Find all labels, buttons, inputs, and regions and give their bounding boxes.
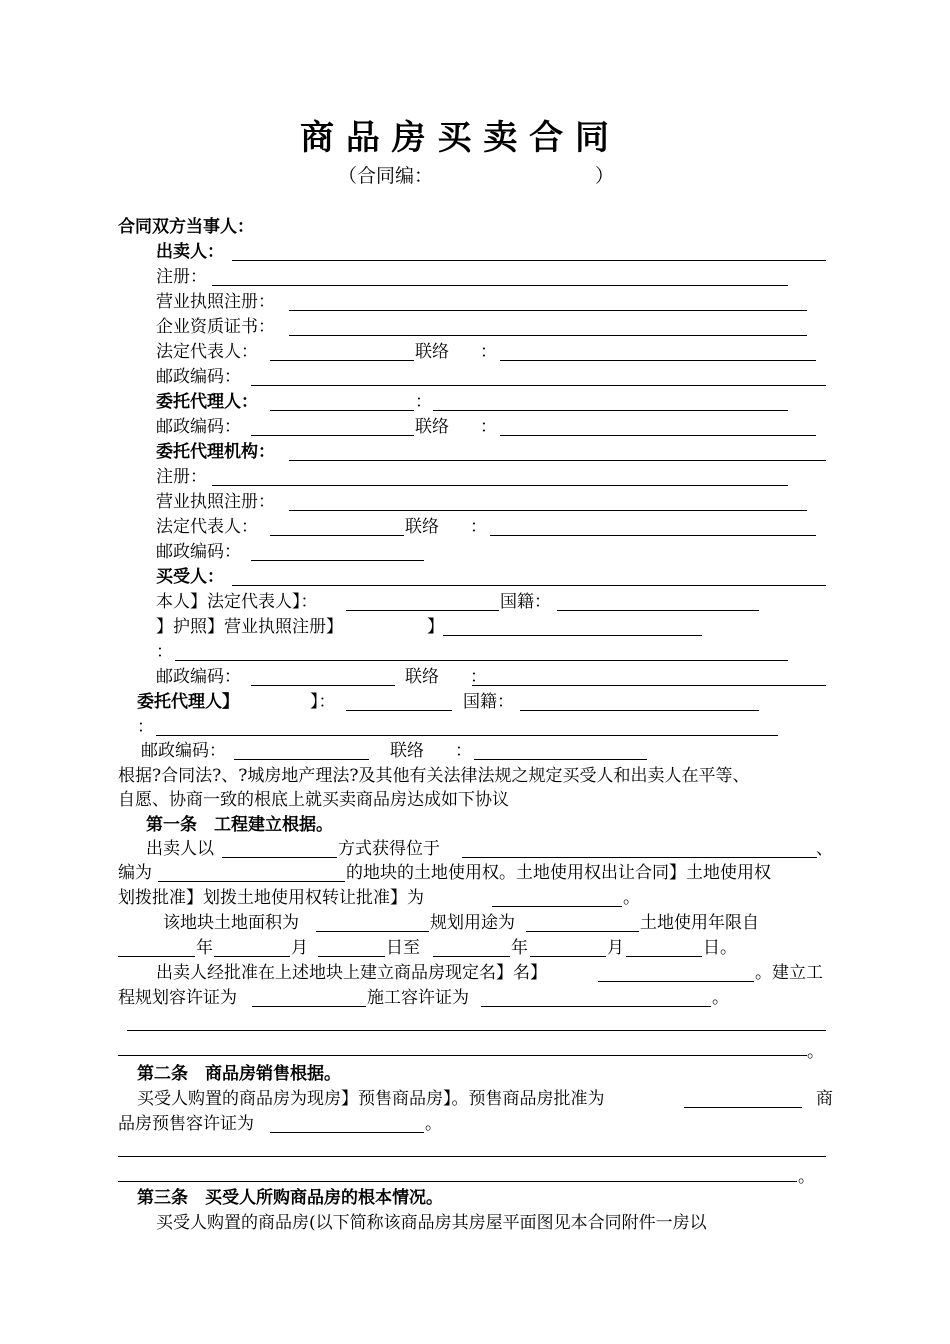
agent-postal-label: 邮政编码： xyxy=(156,417,241,437)
article2-p2b: 。 xyxy=(425,1114,442,1134)
article2-end: 。 xyxy=(798,1167,815,1187)
buyer-agent-contact-field[interactable] xyxy=(474,759,647,760)
buyer-agent-nationality-field[interactable] xyxy=(520,710,759,711)
article1-p1c: 、 xyxy=(816,839,833,859)
agent-colon: ： xyxy=(415,392,432,412)
acquire-method-field[interactable] xyxy=(222,857,337,858)
contract-number-close: ） xyxy=(595,165,615,187)
agency-legal-rep-label: 法定代表人： xyxy=(156,517,258,537)
agent-label: 委托代理人： xyxy=(156,392,258,412)
presale-permit-field[interactable] xyxy=(270,1132,424,1133)
buyer-agent-contact-label: 联络 xyxy=(390,741,424,761)
article1-end: 。 xyxy=(807,1042,824,1062)
agency-postal-field[interactable] xyxy=(251,560,424,561)
agency-contact-field[interactable] xyxy=(490,535,816,536)
article1-p6a: 出卖人经批准在上述地块上建立商品房现定名】名】 xyxy=(156,963,547,983)
article1-p2b: 的地块的土地使用权。土地使用权出让合同】土地使用权 xyxy=(346,863,771,883)
buyer-self-rep-field[interactable] xyxy=(346,610,499,611)
article1-p6b: 。建立工 xyxy=(755,963,823,983)
agent-contact-colon: ： xyxy=(480,417,497,437)
agent-contact-label: 联络 xyxy=(415,417,449,437)
article2-p2a: 品房预售容许证为 xyxy=(118,1114,254,1134)
agent-contact-field[interactable] xyxy=(500,435,816,436)
article1-p7b: 施工容许证为 xyxy=(367,988,469,1008)
buyer-passport-label: 】护照】营业执照注册】 xyxy=(156,617,343,637)
seller-contact-field[interactable] xyxy=(500,360,816,361)
end-month-field[interactable] xyxy=(530,956,606,957)
seller-name-field[interactable] xyxy=(232,260,826,261)
buyer-nationality-label: 国籍： xyxy=(500,592,551,612)
article2-p1a: 买受人购置的商品房为现房】预售商品房】。预售商品房批准为 xyxy=(137,1089,605,1109)
article1-heading: 第一条 工程建立根据。 xyxy=(146,815,333,835)
agency-label: 委托代理机构： xyxy=(156,442,275,462)
year1-label: 年 xyxy=(196,938,213,958)
seller-legal-rep-label: 法定代表人： xyxy=(156,342,258,362)
article2-p1b: 商 xyxy=(816,1089,833,1109)
presale-approval-field[interactable] xyxy=(684,1107,802,1108)
land-location-field[interactable] xyxy=(462,857,817,858)
buyer-label: 买受人： xyxy=(156,567,224,587)
seller-license-label: 营业执照注册： xyxy=(156,292,275,312)
agency-name-field[interactable] xyxy=(289,460,826,461)
month1-label: 月 xyxy=(291,938,308,958)
buyer-contact-field[interactable] xyxy=(472,685,826,686)
land-number-field[interactable] xyxy=(158,881,345,882)
seller-contact-label: 联络 xyxy=(415,342,449,362)
agent-name-field[interactable] xyxy=(270,410,414,411)
seller-label: 出卖人： xyxy=(156,242,224,262)
article1-p1a: 出卖人以 xyxy=(146,839,214,859)
seller-license-field[interactable] xyxy=(289,310,807,311)
start-day-field[interactable] xyxy=(318,956,385,957)
seller-cert-field[interactable] xyxy=(289,335,807,336)
day2-label: 日。 xyxy=(703,938,737,958)
buyer-contact-label: 联络 xyxy=(405,667,439,687)
buyer-postal-label: 邮政编码： xyxy=(156,667,241,687)
agent-postal-field[interactable] xyxy=(251,435,414,436)
buyer-agent-colon: ： xyxy=(137,717,154,737)
planned-use-field[interactable] xyxy=(526,931,639,932)
buyer-agent-bracket-colon: 】： xyxy=(310,692,336,712)
buyer-postal-field[interactable] xyxy=(251,685,395,686)
agency-legal-rep-field[interactable] xyxy=(270,535,404,536)
end-year-field[interactable] xyxy=(433,956,510,957)
agency-reg-label: 注册： xyxy=(156,467,207,487)
agency-postal-label: 邮政编码： xyxy=(156,542,241,562)
article1-p4b: 规划用途为 xyxy=(430,913,515,933)
article1-p4c: 土地使用年限自 xyxy=(640,913,759,933)
article2-heading: 第二条 商品房销售根据。 xyxy=(137,1064,341,1084)
project-name-field[interactable] xyxy=(598,981,754,982)
seller-reg-label: 注册： xyxy=(156,267,207,287)
article3-p1: 买受人购置的商品房(以下简称该商品房其房屋平面图见本合同附件一房以 xyxy=(156,1213,707,1233)
page-title: 商 品 房 买 卖 合 同 xyxy=(300,118,610,158)
article1-p7c: 。 xyxy=(712,988,729,1008)
end-day-field[interactable] xyxy=(626,956,702,957)
agency-license-field[interactable] xyxy=(289,510,807,511)
month2-label: 月 xyxy=(607,938,624,958)
construction-permit-field[interactable] xyxy=(481,1006,711,1007)
buyer-agent-name-field[interactable] xyxy=(346,710,452,711)
buyer-agent-nationality-label: 国籍： xyxy=(463,692,514,712)
agency-license-label: 营业执照注册： xyxy=(156,492,275,512)
parties-heading: 合同双方当事人： xyxy=(118,217,254,237)
buyer-nationality-field[interactable] xyxy=(557,610,759,611)
buyer-agent-postal-label: 邮政编码： xyxy=(141,741,226,761)
article1-extra-line-2[interactable] xyxy=(118,1055,807,1056)
buyer-passport-bracket: 】 xyxy=(427,617,444,637)
land-area-field[interactable] xyxy=(316,931,429,932)
start-month-field[interactable] xyxy=(214,956,290,957)
article1-p3b: 。 xyxy=(623,888,640,908)
article2-extra-line-1[interactable] xyxy=(118,1156,826,1157)
seller-reg-field[interactable] xyxy=(212,285,788,286)
seller-legal-rep-field[interactable] xyxy=(270,360,414,361)
buyer-passport-field[interactable] xyxy=(443,635,702,636)
buyer-self-rep-label: 本人】法定代表人】： xyxy=(156,592,318,612)
buyer-agent-detail-field[interactable] xyxy=(156,735,778,736)
seller-postal-field[interactable] xyxy=(251,385,826,386)
article1-extra-line-1[interactable] xyxy=(127,1030,826,1031)
buyer-name-field[interactable] xyxy=(232,585,826,586)
buyer-contact-colon: ： xyxy=(470,667,487,687)
agent-detail-field[interactable] xyxy=(433,410,788,411)
agency-contact-label: 联络 xyxy=(405,517,439,537)
agency-reg-field[interactable] xyxy=(212,485,788,486)
preamble-line-2: 自愿、协商一致的根底上就买卖商品房达成如下协议 xyxy=(118,790,509,810)
agency-contact-colon: ： xyxy=(470,517,487,537)
start-year-field[interactable] xyxy=(118,956,195,957)
seller-cert-label: 企业资质证书： xyxy=(156,317,275,337)
buyer-agent-postal-field[interactable] xyxy=(234,759,369,760)
article1-p2a: 编为 xyxy=(118,863,152,883)
seller-postal-label: 邮政编码： xyxy=(156,367,241,387)
article1-p3a: 划拨批准】划拨土地使用权转让批准】为 xyxy=(118,888,424,908)
land-approval-field[interactable] xyxy=(492,906,622,907)
buyer-colon: ： xyxy=(156,642,173,662)
year2-label: 年 xyxy=(511,938,528,958)
article2-extra-line-2[interactable] xyxy=(118,1181,797,1182)
seller-contact-colon: ： xyxy=(480,342,497,362)
article1-p7a: 程规划容许证为 xyxy=(118,988,237,1008)
preamble-line-1: 根据?合同法?、?城房地产理法?及其他有关法律法规之规定买受人和出卖人在平等、 xyxy=(118,766,750,786)
article3-heading: 第三条 买受人所购商品房的根本情况。 xyxy=(137,1188,443,1208)
contract-number-open: （合同编： xyxy=(338,165,434,187)
buyer-agent-contact-colon: ： xyxy=(455,741,472,761)
buyer-agent-label: 委托代理人】 xyxy=(137,692,239,712)
buyer-detail-field[interactable] xyxy=(175,660,788,661)
article1-p1b: 方式获得位于 xyxy=(338,839,440,859)
article1-p4a: 该地块土地面积为 xyxy=(163,913,299,933)
day-to-label: 日至 xyxy=(386,938,420,958)
planning-permit-field[interactable] xyxy=(252,1006,366,1007)
